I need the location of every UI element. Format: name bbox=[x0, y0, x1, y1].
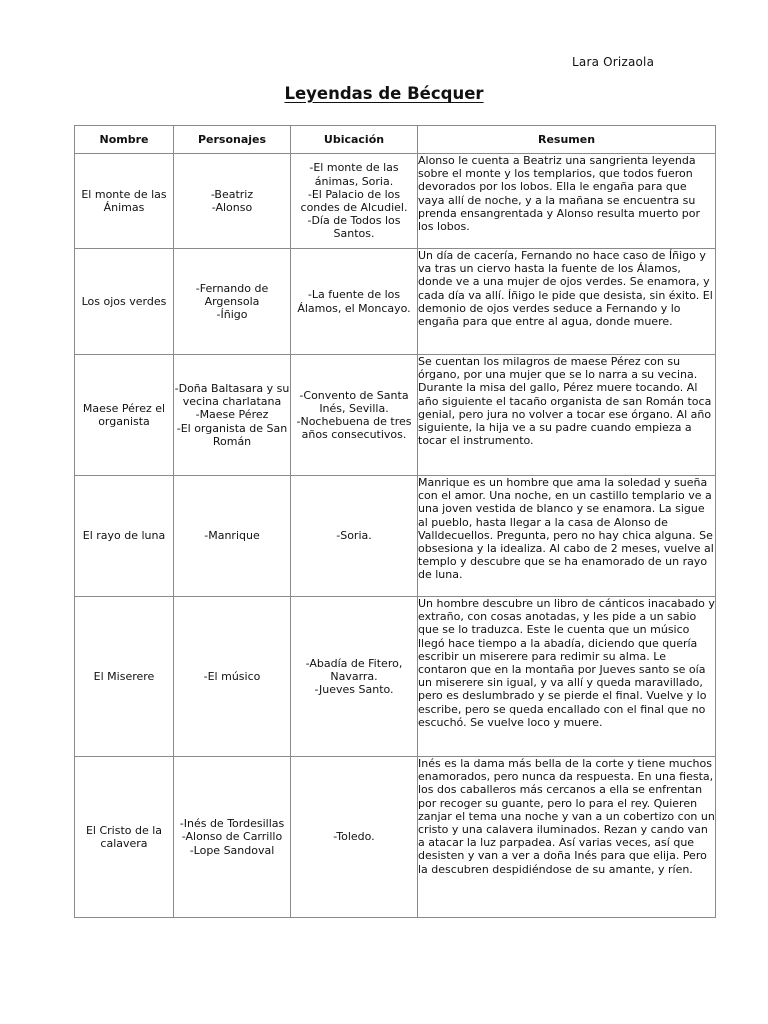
cell-ubicacion bbox=[291, 757, 418, 918]
cell-nombre: El Miserere bbox=[75, 597, 174, 757]
ubicacion-line: -Día de Todos los Santos. bbox=[307, 214, 401, 241]
personaje-line: -Manrique bbox=[204, 529, 260, 543]
cell-nombre: El Cristo de la calavera bbox=[75, 757, 174, 918]
cell-nombre: El rayo de luna bbox=[75, 476, 174, 597]
cell-nombre: Los ojos verdes bbox=[75, 249, 174, 355]
ubicacion-line: -Jueves Santo. bbox=[314, 683, 394, 697]
page-title-text: Leyendas de Bécquer bbox=[284, 84, 484, 103]
personaje-line: -El organista de San Román bbox=[176, 421, 288, 448]
cell-resumen: Manrique es un hombre que ama la soledad y sueña con el amor. Una noche, en un castillo templario ve a una joven vestida de blanco y se enamora. La sigue al pueblo, hasta llegar a la casa de Alonso de Valldecuellos. Pregunta, pero no hay chica alguna. Se obsesiona y la idealiza. Al cabo de 2 meses, vuelve al templo y descubre que se ha enamorado de un rayo de luna. bbox=[418, 476, 716, 597]
legends-table bbox=[74, 125, 716, 918]
ubicacion-line: -Abadía de Fitero, Navarra. bbox=[305, 656, 403, 683]
table-row bbox=[75, 355, 716, 476]
personaje-line: -Beatriz bbox=[210, 187, 254, 201]
cell-personajes bbox=[174, 355, 291, 476]
cell-resumen: Alonso le cuenta a Beatriz una sangrienta leyenda sobre el monte y los templarios, que todos fueron devorados por los lobos. Ella le engaña para que vaya allí de noche, y a la mañana se encuentra su prenda ensangrentada y Alonso resulta muerto por los lobos. bbox=[418, 154, 716, 249]
table-header-row bbox=[75, 126, 716, 154]
cell-resumen: Un día de cacería, Fernando no hace caso de Íñigo y va tras un ciervo hasta la fuente de los Álamos, donde ve a una mujer de ojos verdes. Se enamora, y cada día va allí. Íñigo le pide que desista, sin éxito. El demonio de ojos verdes seduce a Fernando y lo engaña para que entre al agua, donde muere. bbox=[418, 249, 716, 355]
personaje-line: -Doña Baltasara y su vecina charlatana bbox=[174, 381, 290, 409]
cell-personajes bbox=[174, 597, 291, 757]
cell-resumen: Un hombre descubre un libro de cánticos inacabado y extraño, con cosas anotadas, y les pide a un sabio que se lo traduzca. Este le cuenta que un músico llegó hace tiempo a la abadía, diciendo que quería escribir un miserere para redimir su alma. Le contaron que en la montaña por Jueves santo se oía un miserere sin igual, y va allí y queda maravillado, pero es deslumbrado y se pierde el final. Vuelve y lo escribe, pero se queda encallado con el final que no escuchó. Se vuelve loco y muere. bbox=[418, 597, 716, 757]
cell-personajes bbox=[174, 249, 291, 355]
cell-ubicacion bbox=[291, 154, 418, 249]
header-nombre: Nombre bbox=[75, 126, 174, 154]
ubicacion-line: -Convento de Santa Inés, Sevilla. bbox=[299, 388, 409, 415]
cell-ubicacion bbox=[291, 355, 418, 476]
ubicacion-line: -Toledo. bbox=[333, 830, 375, 844]
personaje-line: -Lope Sandoval bbox=[189, 843, 275, 857]
table-row bbox=[75, 476, 716, 597]
table-row bbox=[75, 597, 716, 757]
cell-ubicacion bbox=[291, 249, 418, 355]
personaje-line: -El músico bbox=[203, 669, 261, 683]
cell-resumen: Se cuentan los milagros de maese Pérez con su órgano, por una mujer que se lo narra a su vecina. Durante la misa del gallo, Pérez muere tocando. Al año siguiente el tacaño organista de san Román toca genial, pero jura no volver a tocar ese órgano. Al año siguiente, la hija ve a su padre cuando empieza a tocar el instrumento. bbox=[418, 355, 716, 476]
ubicacion-line: -Nochebuena de tres años consecutivos. bbox=[296, 415, 412, 442]
personaje-line: -Alonso de Carrillo bbox=[181, 830, 283, 844]
cell-personajes bbox=[174, 476, 291, 597]
personaje-line: -Maese Pérez bbox=[195, 408, 269, 422]
header-personajes: Personajes bbox=[174, 126, 291, 154]
author-name: Lara Orizaola bbox=[572, 55, 655, 69]
cell-nombre: Maese Pérez el organista bbox=[75, 355, 174, 476]
cell-personajes bbox=[174, 154, 291, 249]
cell-personajes bbox=[174, 757, 291, 918]
table-row bbox=[75, 154, 716, 249]
cell-ubicacion bbox=[291, 597, 418, 757]
ubicacion-line: -El Palacio de los condes de Alcudiel. bbox=[300, 187, 408, 214]
personaje-line: -Fernando de Argensola bbox=[195, 281, 269, 308]
ubicacion-line: -La fuente de los Álamos, el Moncayo. bbox=[297, 288, 411, 315]
page-title bbox=[0, 84, 768, 103]
ubicacion-line: -El monte de las ánimas, Soria. bbox=[309, 161, 399, 188]
cell-resumen: Inés es la dama más bella de la corte y tiene muchos enamorados, pero nunca da respuesta. En una fiesta, los dos caballeros más cercanos a ella se enfrentan por recoger su guante, pero lo para el rey. Quieren zanjar el tema una noche y van a un cobertizo con un cristo y una calavera iluminados. Rezan y cando van a atacar la luz parpadea. Así varias veces, así que desisten y van a ver a doña Inés para que elija. Pero la descubren despidiéndose de su amante, y ríen. bbox=[418, 757, 716, 918]
table-row bbox=[75, 757, 716, 918]
personaje-line: -Íñigo bbox=[216, 308, 248, 322]
cell-ubicacion bbox=[291, 476, 418, 597]
header-ubicacion: Ubicación bbox=[291, 126, 418, 154]
personaje-line: -Alonso bbox=[211, 201, 253, 214]
ubicacion-line: -Soria. bbox=[336, 529, 372, 543]
personaje-line: -Inés de Tordesillas bbox=[179, 817, 285, 831]
cell-nombre: El monte de las Ánimas bbox=[75, 154, 174, 249]
header-resumen: Resumen bbox=[418, 126, 716, 154]
table-row bbox=[75, 249, 716, 355]
